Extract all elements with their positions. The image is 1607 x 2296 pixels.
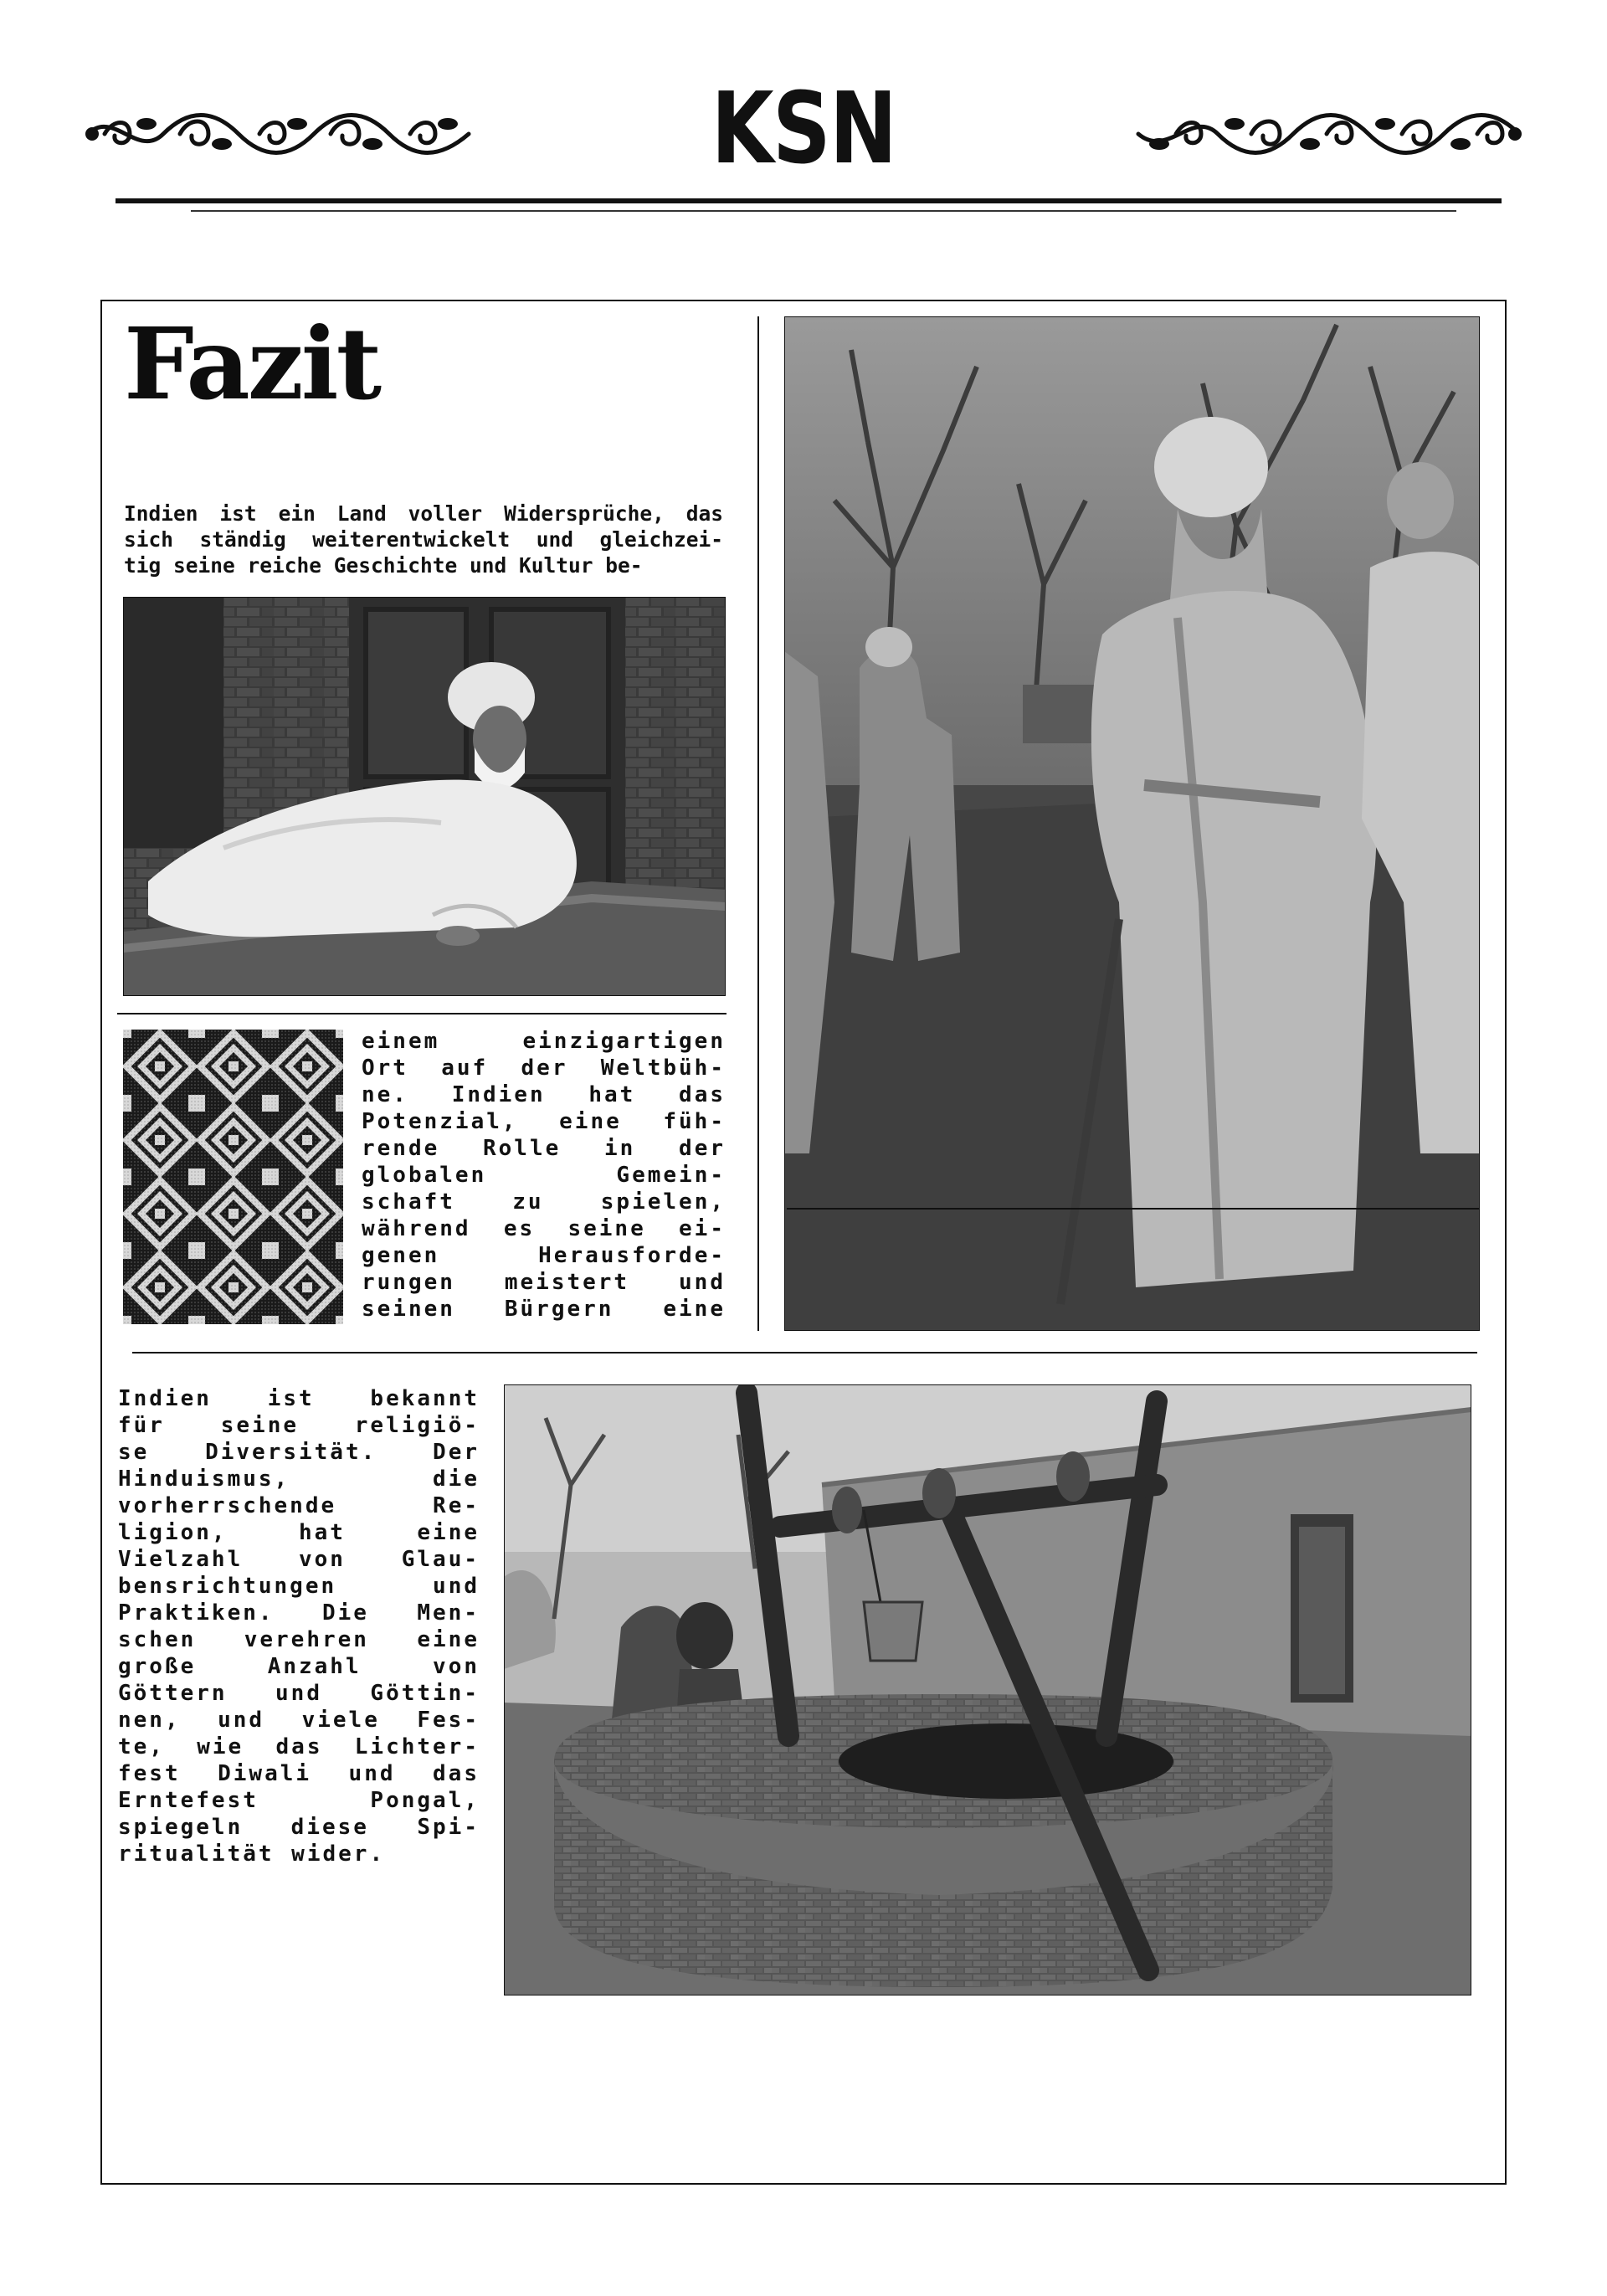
intro-line: Indien ist ein Land voller Widersprüche, das — [124, 501, 723, 526]
religion-line: Indien ist bekannt — [118, 1386, 480, 1411]
continued-line: ne. Indien hat das — [362, 1082, 726, 1107]
photo-reclining-man — [123, 597, 726, 996]
article-headline: Fazit — [124, 306, 380, 422]
religion-line: Göttern und Göttin- — [118, 1681, 480, 1706]
religion-line: schen verehren eine — [118, 1627, 480, 1652]
continued-line: rende Rolle in der — [362, 1136, 726, 1161]
religion-paragraph — [118, 1385, 480, 1867]
religion-line: ritualität wider. — [118, 1841, 386, 1867]
continued-line: seinen Bürgern eine — [362, 1297, 726, 1322]
continued-line: einem einzigartigen — [362, 1029, 726, 1054]
religion-line: spiegeln diese Spi- — [118, 1815, 480, 1840]
ornament-right — [1126, 100, 1527, 167]
continued-line: rungen meistert und — [362, 1270, 726, 1295]
column-divider — [757, 316, 759, 1331]
textile-pattern-image — [123, 1030, 343, 1324]
religion-line: vorherrschende Re- — [118, 1493, 480, 1518]
religion-line: Erntefest Pongal, — [118, 1788, 480, 1813]
continued-line: während es seine ei- — [362, 1216, 726, 1241]
intro-line: sich ständig weiterentwickelt und gleichzei- — [124, 527, 723, 552]
religion-line: te, wie das Lichter- — [118, 1734, 480, 1759]
religion-line: Hinduismus, die — [118, 1466, 480, 1492]
masthead-rule-thin — [191, 210, 1456, 212]
intro-paragraph — [124, 501, 723, 578]
religion-line: Vielzahl von Glau- — [118, 1547, 480, 1572]
continued-paragraph — [362, 1028, 726, 1323]
religion-line: nen, und viele Fes- — [118, 1708, 480, 1733]
column-rule — [117, 1013, 726, 1014]
masthead-title: KSN — [711, 70, 896, 186]
religion-line: große Anzahl von — [118, 1654, 480, 1679]
continued-line: Ort auf der Weltbüh- — [362, 1056, 726, 1081]
intro-line: tig seine reiche Geschichte und Kultur be- — [124, 553, 643, 578]
religion-line: fest Diwali und das — [118, 1761, 480, 1786]
section-rule — [132, 1352, 1477, 1353]
religion-line: se Diversität. Der — [118, 1440, 480, 1465]
photo-village-well — [504, 1384, 1471, 1996]
photo-overlay-rule — [787, 1208, 1480, 1210]
religion-line: Praktiken. Die Men- — [118, 1600, 480, 1626]
continued-line: Potenzial, eine füh- — [362, 1109, 726, 1134]
ornament-left — [80, 100, 481, 167]
religion-line: für seine religiö- — [118, 1413, 480, 1438]
religion-line: bensrichtungen und — [118, 1574, 480, 1599]
continued-line: schaft zu spielen, — [362, 1189, 726, 1215]
continued-line: genen Herausforde- — [362, 1243, 726, 1268]
religion-line: ligion, hat eine — [118, 1520, 480, 1545]
masthead-rule-thick — [116, 198, 1502, 203]
photo-walking-men — [784, 316, 1480, 1331]
continued-line: globalen Gemein- — [362, 1163, 726, 1188]
